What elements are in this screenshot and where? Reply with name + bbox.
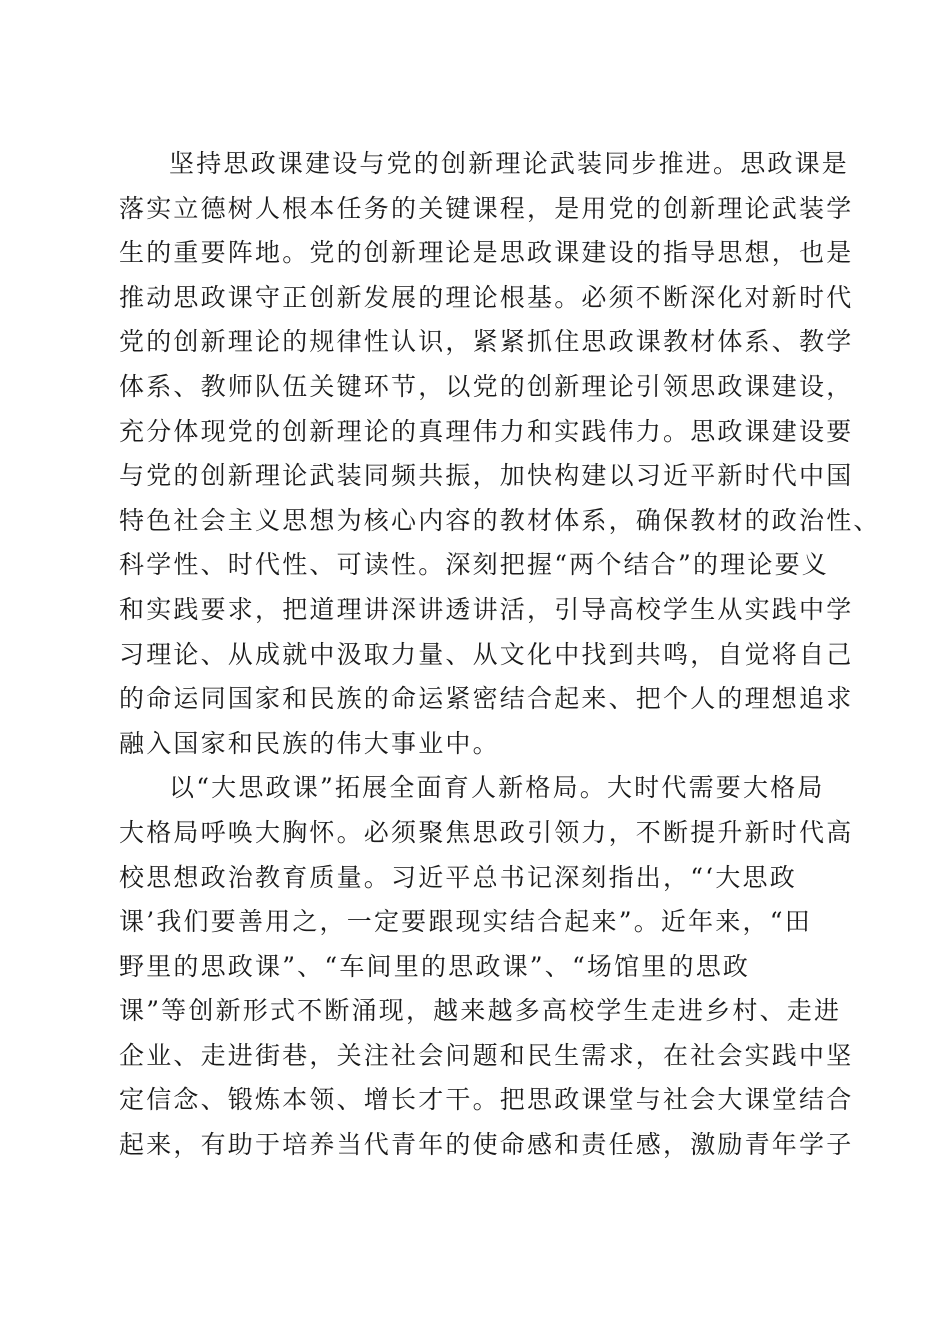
paragraph-line: 起来，有助于培养当代青年的使命感和责任感，激励青年学子: [119, 1130, 854, 1160]
paragraph-line: 坚持思政课建设与党的创新理论武装同步推进。思政课是: [169, 149, 850, 178]
paragraph-line: 企业、走进街巷，关注社会问题和民生需求，在社会实践中坚: [119, 1040, 854, 1070]
paragraph-line: 课”等创新形式不断涌现，越来越多高校学生走进乡村、走进: [119, 996, 842, 1026]
paragraph-line: 落实立德树人根本任务的关键课程，是用党的创新理论武装学: [119, 193, 854, 223]
paragraph-line: 和实践要求，把道理讲深讲透讲活，引导高校学生从实践中学: [119, 594, 854, 624]
paragraph-line: 以“大思政课”拓展全面育人新格局。大时代需要大格局: [169, 773, 825, 803]
paragraph-line: 校思想政治教育质量。习近平总书记深刻指出，“‘大思政: [119, 862, 797, 892]
paragraph-line: 融入国家和民族的伟大事业中。: [119, 728, 500, 758]
paragraph-line: 充分体现党的创新理论的真理伟力和实践伟力。思政课建设要: [119, 416, 854, 446]
paragraph-line: 体系、教师队伍关键环节，以党的创新理论引领思政课建设，: [119, 371, 854, 401]
paragraph-2: [119, 766, 854, 1167]
paragraph-line: 课’我们要善用之，一定要跟现实结合起来”。近年来，“田: [119, 907, 812, 937]
paragraph-line: 大格局呼唤大胸怀。必须聚焦思政引领力，不断提升新时代高: [119, 817, 854, 847]
paragraph-line: 党的创新理论的规律性认识，紧紧抓住思政课教材体系、教学: [119, 327, 854, 357]
paragraph-line: 科学性、时代性、可读性。深刻把握“两个结合”的理论要义: [119, 550, 829, 580]
paragraph-line: 特色社会主义思想为核心内容的教材体系，确保教材的政治性、: [119, 505, 881, 535]
paragraph-line: 的命运同国家和民族的命运紧密结合起来、把个人的理想追求: [119, 684, 854, 714]
paragraph-line: 野里的思政课”、“车间里的思政课”、“场馆里的思政: [119, 951, 751, 981]
paragraph-line: 与党的创新理论武装同频共振，加快构建以习近平新时代中国: [119, 461, 854, 491]
paragraph-line: 生的重要阵地。党的创新理论是思政课建设的指导思想，也是: [119, 238, 854, 268]
paragraph-line: 习理论、从成就中汲取力量、从文化中找到共鸣，自觉将自己: [119, 639, 854, 669]
paragraph-line: 定信念、锻炼本领、增长才干。把思政课堂与社会大课堂结合: [119, 1085, 854, 1115]
paragraph-line: 推动思政课守正创新发展的理论根基。必须不断深化对新时代: [119, 282, 854, 312]
paragraph-1: [119, 142, 881, 766]
article-body: [119, 142, 881, 1168]
